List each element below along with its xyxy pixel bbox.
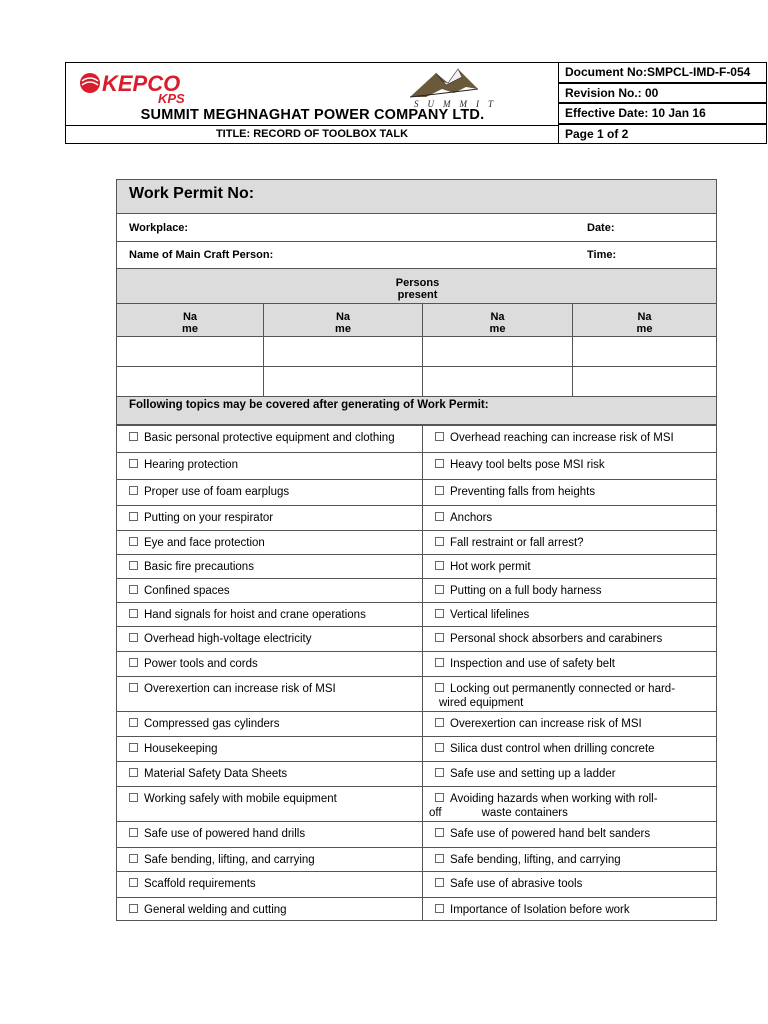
topic-item[interactable]: Overhead high-voltage electricity <box>129 632 311 646</box>
checkbox[interactable] <box>435 609 444 618</box>
topic-row-left[interactable] <box>116 847 423 872</box>
name-cell[interactable] <box>422 366 573 397</box>
svg-text:KEPCO: KEPCO <box>102 71 181 96</box>
checkbox[interactable] <box>435 512 444 521</box>
topic-row-right[interactable] <box>422 786 717 822</box>
topics-heading: Following topics may be covered after generating of Work Permit: <box>129 399 489 411</box>
topic-row-left[interactable] <box>116 626 423 652</box>
topic-item[interactable]: Importance of Isolation before work <box>435 903 630 917</box>
checkbox[interactable] <box>435 828 444 837</box>
checkbox[interactable] <box>435 633 444 642</box>
topic-item[interactable]: Locking out permanently connected or hard- wired equipment <box>435 682 675 710</box>
topic-item[interactable]: General welding and cutting <box>129 903 287 917</box>
document-number: Document No:SMPCL-IMD-F-054 <box>558 62 767 83</box>
topic-item[interactable]: Safe use of powered hand belt sanders <box>435 827 650 841</box>
topic-row-right[interactable] <box>422 602 717 627</box>
checkbox[interactable] <box>129 718 138 727</box>
page-number: Page 1 of 2 <box>558 124 767 145</box>
topic-row-left[interactable] <box>116 651 423 677</box>
company-name: SUMMIT MEGHNAGHAT POWER COMPANY LTD. <box>140 107 485 123</box>
topic-item[interactable]: Overexertion can increase risk of MSI <box>129 682 336 696</box>
checkbox[interactable] <box>435 537 444 546</box>
checkbox[interactable] <box>129 793 138 802</box>
name-cell[interactable] <box>263 366 423 397</box>
topic-item[interactable]: Hot work permit <box>435 560 531 574</box>
checkbox[interactable] <box>129 768 138 777</box>
topic-row-left[interactable] <box>116 425 423 453</box>
topic-row-right[interactable] <box>422 847 717 872</box>
checkbox[interactable] <box>129 743 138 752</box>
name-header-3: Na me <box>422 303 573 337</box>
topic-item[interactable]: Anchors <box>435 511 492 525</box>
work-permit-row <box>116 179 717 214</box>
topic-item[interactable]: Silica dust control when drilling concrete <box>435 742 655 756</box>
checkbox[interactable] <box>129 828 138 837</box>
checkbox[interactable] <box>435 561 444 570</box>
topic-row-right[interactable] <box>422 505 717 531</box>
topic-row-right[interactable] <box>422 897 717 921</box>
topic-item[interactable]: Material Safety Data Sheets <box>129 767 287 781</box>
topic-item[interactable]: Power tools and cords <box>129 657 258 671</box>
document-control-block <box>558 62 767 144</box>
document-header <box>65 62 767 144</box>
craft-person-row[interactable] <box>116 241 717 269</box>
topic-row-left[interactable] <box>116 505 423 531</box>
checkbox[interactable] <box>435 585 444 594</box>
checkbox[interactable] <box>435 718 444 727</box>
topic-row-left[interactable] <box>116 578 423 603</box>
topic-row-right[interactable] <box>422 676 717 712</box>
topic-item[interactable]: Confined spaces <box>129 584 230 598</box>
checkbox[interactable] <box>129 633 138 642</box>
checkbox[interactable] <box>435 658 444 667</box>
name-cell[interactable] <box>263 336 423 367</box>
persons-present-label: Persons present <box>395 277 440 301</box>
name-cell[interactable] <box>116 366 264 397</box>
topic-row-left[interactable] <box>116 761 423 787</box>
topics-heading-row <box>116 396 717 425</box>
topic-row-left[interactable] <box>116 602 423 627</box>
topic-row-left[interactable] <box>116 897 423 921</box>
topic-item[interactable]: Overhead reaching can increase risk of MSI <box>435 431 674 445</box>
topic-item[interactable]: Scaffold requirements <box>129 877 256 891</box>
topic-item[interactable]: Compressed gas cylinders <box>129 717 280 731</box>
topic-row-right[interactable] <box>422 761 717 787</box>
topic-item[interactable]: Vertical lifelines <box>435 608 529 622</box>
topic-item[interactable]: Safe bending, lifting, and carrying <box>435 853 621 867</box>
topic-item[interactable]: Overexertion can increase risk of MSI <box>435 717 642 731</box>
workplace-label: Workplace: <box>129 222 189 234</box>
topic-row-left[interactable] <box>116 786 423 822</box>
topic-item[interactable]: Personal shock absorbers and carabiners <box>435 632 662 646</box>
checkbox[interactable] <box>129 486 138 495</box>
checkbox[interactable] <box>435 904 444 913</box>
topic-row-left[interactable] <box>116 711 423 737</box>
checkbox[interactable] <box>435 459 444 468</box>
topic-row-left[interactable] <box>116 530 423 555</box>
checkbox[interactable] <box>435 768 444 777</box>
kepco-kps-logo <box>76 69 196 105</box>
work-permit-label: Work Permit No: <box>129 185 255 202</box>
topic-row-left[interactable] <box>116 452 423 480</box>
topic-row-left[interactable] <box>116 554 423 579</box>
topic-row-right[interactable] <box>422 711 717 737</box>
topic-item[interactable]: Heavy tool belts pose MSI risk <box>435 458 605 472</box>
topic-row-right[interactable] <box>422 425 717 453</box>
checkbox[interactable] <box>129 512 138 521</box>
topic-row-right[interactable] <box>422 651 717 677</box>
topic-item[interactable]: Working safely with mobile equipment <box>129 792 337 806</box>
topic-item[interactable]: Housekeeping <box>129 742 218 756</box>
topic-item[interactable]: Safe bending, lifting, and carrying <box>129 853 315 867</box>
topic-item[interactable]: Safe use of abrasive tools <box>435 877 582 891</box>
topic-row-right[interactable] <box>422 871 717 898</box>
checkbox[interactable] <box>435 683 444 692</box>
checkbox[interactable] <box>129 683 138 692</box>
topic-item[interactable]: Safe use of powered hand drills <box>129 827 305 841</box>
checkbox[interactable] <box>129 585 138 594</box>
checkbox[interactable] <box>129 561 138 570</box>
topic-row-right[interactable] <box>422 479 717 506</box>
checkbox[interactable] <box>129 609 138 618</box>
topic-item[interactable]: Safe use and setting up a ladder <box>435 767 616 781</box>
effective-date: Effective Date: 10 Jan 16 <box>558 103 767 124</box>
topic-item[interactable]: Proper use of foam earplugs <box>129 485 289 499</box>
topic-row-right[interactable] <box>422 578 717 603</box>
topic-row-right[interactable] <box>422 452 717 480</box>
persons-present-row <box>116 268 717 304</box>
topic-item[interactable]: Hand signals for hoist and crane operations <box>129 608 366 622</box>
topic-item[interactable]: Fall restraint or fall arrest? <box>435 536 584 550</box>
checkbox[interactable] <box>129 658 138 667</box>
name-header-4: Na me <box>572 303 717 337</box>
topic-item[interactable]: Eye and face protection <box>129 536 265 550</box>
name-cell[interactable] <box>116 336 264 367</box>
checkbox[interactable] <box>129 878 138 887</box>
toolbox-talk-form <box>116 179 717 920</box>
topic-item[interactable]: Avoiding hazards when working with roll- off waste containers <box>429 793 658 819</box>
checkbox[interactable] <box>435 878 444 887</box>
checkbox[interactable] <box>435 432 444 441</box>
topic-item[interactable]: Putting on your respirator <box>129 511 273 525</box>
topic-row-right[interactable] <box>422 821 717 848</box>
craft-person-label: Name of Main Craft Person: <box>129 249 274 261</box>
svg-text:SUMMIT: SUMMIT <box>414 99 502 109</box>
summit-logo <box>406 63 546 109</box>
topic-row-left[interactable] <box>116 676 423 712</box>
topic-item[interactable]: Basic personal protective equipment and clothing <box>129 431 395 445</box>
workplace-row[interactable] <box>116 213 717 242</box>
checkbox[interactable] <box>435 854 444 863</box>
checkbox[interactable] <box>435 743 444 752</box>
checkbox[interactable] <box>129 854 138 863</box>
checkbox[interactable] <box>129 432 138 441</box>
topic-row-left[interactable] <box>116 821 423 848</box>
name-header-1: Na me <box>116 303 264 337</box>
document-title: TITLE: RECORD OF TOOLBOX TALK <box>65 125 558 144</box>
date-label: Date: <box>587 222 615 234</box>
checkbox[interactable] <box>129 459 138 468</box>
name-cell[interactable] <box>422 336 573 367</box>
topic-row-left[interactable] <box>116 736 423 762</box>
topic-row-right[interactable] <box>422 626 717 652</box>
revision-number: Revision No.: 00 <box>558 83 767 104</box>
topic-row-right[interactable] <box>422 530 717 555</box>
topic-item[interactable]: Basic fire precautions <box>129 560 254 574</box>
name-cell[interactable] <box>572 366 717 397</box>
svg-text:KPS: KPS <box>158 91 185 105</box>
time-label: Time: <box>587 249 617 261</box>
checkbox[interactable] <box>435 486 444 495</box>
topic-item[interactable]: Inspection and use of safety belt <box>435 657 615 671</box>
checkbox[interactable] <box>129 904 138 913</box>
topic-item[interactable]: Hearing protection <box>129 458 238 472</box>
topic-row-left[interactable] <box>116 871 423 898</box>
topic-row-right[interactable] <box>422 554 717 579</box>
checkbox[interactable] <box>129 537 138 546</box>
name-header-2: Na me <box>263 303 423 337</box>
topic-row-right[interactable] <box>422 736 717 762</box>
topic-item[interactable]: Putting on a full body harness <box>435 584 602 598</box>
topic-row-left[interactable] <box>116 479 423 506</box>
name-cell[interactable] <box>572 336 717 367</box>
checkbox[interactable] <box>435 793 444 802</box>
topic-item[interactable]: Preventing falls from heights <box>435 485 595 499</box>
